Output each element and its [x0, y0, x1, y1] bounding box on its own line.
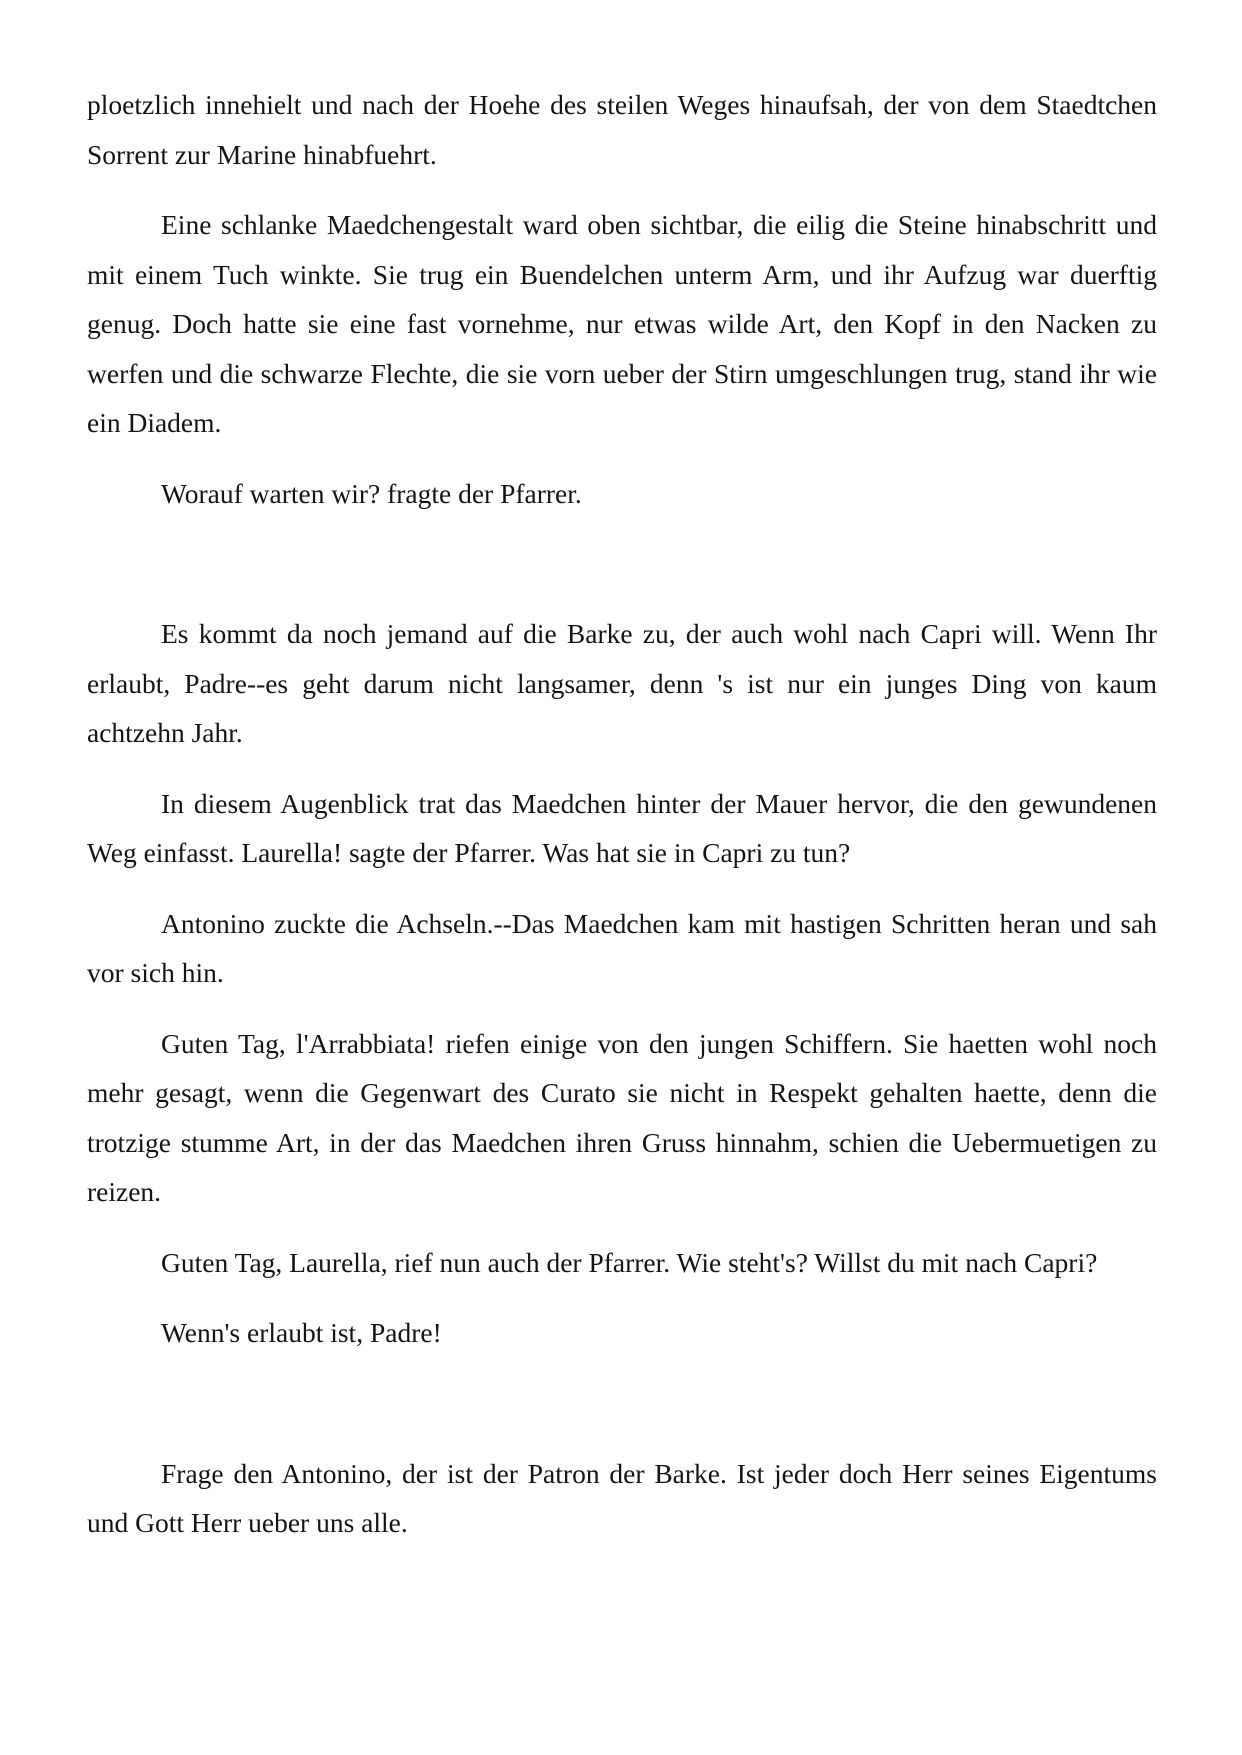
paragraph-5: In diesem Augenblick trat das Maedchen hinter der Mauer hervor, die den gewundenen Weg einfasst. Laurella! sagte der Pfarrer. Was hat sie in Capri zu tun?	[87, 787, 1157, 868]
paragraph-8: Guten Tag, Laurella, rief nun auch der Pfarrer. Wie steht's? Willst du mit nach Capri?	[161, 1246, 1098, 1278]
paragraph-6: Antonino zuckte die Achseln.--Das Maedchen kam mit hastigen Schritten heran und sah vor sich hin.	[87, 907, 1157, 988]
paragraph-2: Eine schlanke Maedchengestalt ward oben sichtbar, die eilig die Steine hinabschritt und mit einem Tuch winkte. Sie trug ein Buendelchen unterm Arm, und ihr Aufzug war duerftig genug. Doch hatte sie eine fast vornehme, nur etwas wilde Art, den Kopf in den Nacken zu werfen und die schwarze Flechte, die sie vorn ueber der Stirn umgeschlungen trug, stand ihr wie ein Diadem.	[87, 209, 1157, 438]
paragraph-7: Guten Tag, l'Arrabbiata! riefen einige von den jungen Schiffern. Sie haetten wohl noch mehr gesagt, wenn die Gegenwart des Curato sie nicht in Respekt gehalten haette, denn die trotzige stumme Art, in der das Maedchen ihren Gruss hinnahm, schien die Uebermuetigen zu reizen.	[87, 1027, 1157, 1207]
paragraph-9: Wenn's erlaubt ist, Padre!	[161, 1317, 442, 1348]
paragraph-3: Worauf warten wir? fragte der Pfarrer.	[161, 477, 582, 509]
paragraph-10: Frage den Antonino, der ist der Patron der Barke. Ist jeder doch Herr seines Eigentums und Gott Herr ueber uns alle.	[87, 1457, 1157, 1538]
paragraph-1: ploetzlich innehielt und nach der Hoehe des steilen Weges hinaufsah, der von dem Staedtchen Sorrent zur Marine hinabfuehrt.	[87, 89, 1157, 170]
paragraph-4: Es kommt da noch jemand auf die Barke zu, der auch wohl nach Capri will. Wenn Ihr erlaubt, Padre--es geht darum nicht langsamer, denn 's ist nur ein junges Ding von kaum achtzehn Jahr.	[87, 618, 1157, 748]
body-text	[87, 80, 1157, 1548]
